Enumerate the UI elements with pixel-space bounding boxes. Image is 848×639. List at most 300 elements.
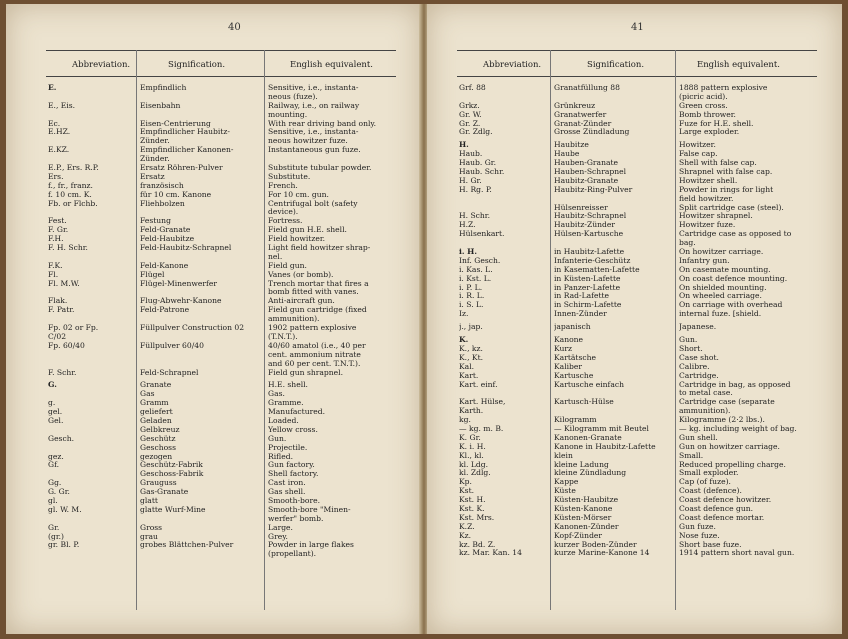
english-cell: Railway, i.e., on railway (268, 101, 360, 110)
english-cell: Gun. (679, 336, 698, 345)
signification-cell: Grosse Zündladung (554, 128, 630, 137)
abbreviation-cell: Kart. Hülse, (459, 398, 506, 407)
english-cell: ammunition). (679, 407, 731, 416)
abbreviation-cell: G. Gr. (48, 488, 70, 497)
signification-cell: Kilogramm (554, 416, 597, 425)
signification-cell: Ersatz Röhren-Pulver (140, 164, 223, 173)
english-cell: (T.N.T.). (268, 332, 298, 341)
english-cell: French. (268, 181, 298, 190)
abbreviation-cell: Karth. (459, 407, 484, 416)
table-row (457, 434, 817, 443)
abbreviation-cell: Inf. Gesch. (459, 256, 501, 265)
table-row (457, 292, 817, 301)
english-cell: On shielded mounting. (679, 283, 767, 292)
table-row (457, 266, 817, 275)
english-cell: Large exploder. (679, 128, 740, 137)
abbreviation-cell: Ec. (48, 119, 61, 128)
english-cell: Kilogramme (2·2 lbs.). (679, 416, 765, 425)
signification-cell: Grünkreuz (554, 101, 596, 110)
signification-cell: Kopf-Zünder (554, 531, 603, 540)
signification-cell: Zünder. (140, 137, 170, 146)
header-signification: Signification. (168, 60, 226, 70)
table-row (46, 164, 396, 173)
table-row (457, 345, 817, 354)
signification-cell: kleine Ladung (554, 460, 609, 469)
signification-cell: Fliehbolzen (140, 199, 185, 208)
signification-cell: Gramm (140, 399, 169, 408)
abbreviation-cell: F. Gr. (48, 226, 69, 235)
signification-cell: Feld-Granate (140, 226, 191, 235)
table-row (457, 425, 817, 434)
signification-cell: Geladen (140, 416, 172, 425)
abbreviation-cell: kz. Mar. Kan. 14 (459, 549, 522, 558)
english-cell: Howitzer shell. (679, 176, 738, 185)
signification-cell: Küsten-Haubitze (554, 496, 619, 505)
abbreviation-cell: i. S. L. (459, 301, 484, 310)
english-cell: Nose fuze. (679, 531, 720, 540)
signification-cell: Feld-Haubitz-Schrapnel (140, 244, 232, 253)
table-row (457, 549, 817, 558)
signification-cell: glatte Wurf-Mine (140, 505, 206, 514)
signification-cell: Hülsenreisser (554, 203, 608, 212)
signification-cell: Gross (140, 523, 163, 532)
table-row (46, 146, 396, 155)
signification-cell: Feld-Kanone (140, 261, 189, 270)
table-row (457, 186, 817, 195)
signification-cell: Eisen-Centrierung (140, 119, 211, 128)
signification-cell: Gelbkreuz (140, 425, 180, 434)
english-cell: Substitute. (268, 172, 311, 181)
abbreviation-cell: Gr. (48, 523, 60, 532)
english-cell: Small. (679, 451, 704, 460)
english-cell: Cast iron. (268, 479, 306, 488)
table-row (46, 262, 396, 271)
table-row (46, 444, 396, 453)
table-row (46, 120, 396, 129)
english-cell: Cartridge case (separate (679, 398, 775, 407)
english-cell: Calibre. (679, 362, 710, 371)
table-row (457, 275, 817, 284)
table-row (46, 360, 396, 369)
table-row (457, 514, 817, 523)
english-cell: bag. (679, 239, 696, 248)
english-cell: werfer" bomb. (268, 514, 324, 523)
table-row (457, 150, 817, 159)
abbreviation-cell: Gf. (48, 461, 60, 470)
english-cell: Case shot. (679, 353, 719, 362)
signification-cell: — Kilogramm mit Beutel (554, 424, 649, 433)
english-cell: Coast defence gun. (679, 504, 754, 513)
abbreviation-cell: Gr. Zdlg. (459, 128, 493, 137)
english-cell: Large. (268, 523, 293, 532)
abbreviation-cell: F. Schr. (48, 368, 77, 377)
english-cell: Projectile. (268, 443, 308, 452)
abbreviation-cell: kl. Ldg. (459, 460, 489, 469)
table-row (46, 479, 396, 488)
english-cell: Coast defence mortar. (679, 513, 765, 522)
english-cell: Instantaneous gun fuze. (268, 146, 361, 155)
english-cell: Field gun H.E. shell. (268, 226, 347, 235)
abbreviation-cell: K., Kt. (459, 353, 484, 362)
english-cell: Gun fuze. (679, 522, 716, 531)
table-row (46, 155, 396, 164)
header-bottom-rule (46, 76, 396, 77)
table-row (457, 120, 817, 129)
table-row (46, 533, 396, 542)
table-row (457, 230, 817, 239)
english-cell: internal fuze. [shield. (679, 310, 762, 319)
table-row (457, 84, 817, 93)
english-cell: On howitzer carriage. (679, 248, 764, 257)
english-cell: 1888 pattern explosive (679, 84, 768, 92)
abbreviation-cell: F.K. (48, 261, 63, 270)
english-cell: Field howitzer. (268, 235, 326, 244)
table-row (46, 271, 396, 280)
signification-cell: französisch (140, 181, 184, 190)
signification-cell: glatt (140, 496, 158, 505)
abbreviation-cell: Kp. (459, 478, 472, 487)
table-row (457, 389, 817, 398)
table-row (46, 524, 396, 533)
abbreviation-cell: E.HZ. (48, 128, 71, 137)
table-row (46, 226, 396, 235)
english-cell: Powder in rings for light (679, 185, 774, 194)
table-row (46, 84, 396, 93)
table-row (457, 523, 817, 532)
header-bottom-rule (457, 76, 817, 77)
english-cell: Split cartridge case (steel). (679, 203, 784, 212)
signification-cell: klein (554, 451, 573, 460)
table-row (457, 354, 817, 363)
table-row (46, 497, 396, 506)
signification-cell: Haubitz-Zünder (554, 221, 615, 230)
table-row (46, 200, 396, 209)
table-row (46, 381, 396, 390)
signification-cell: geliefert (140, 408, 173, 417)
abbreviation-table (46, 84, 396, 559)
table-row (457, 141, 817, 150)
english-cell: On casemate mounting. (679, 265, 771, 274)
table-row (457, 301, 817, 310)
signification-cell: Hülsen-Kartusche (554, 230, 624, 239)
signification-cell: grau (140, 532, 158, 541)
english-cell: On carriage with overhead (679, 301, 783, 310)
english-cell: Sensitive, i.e., instanta- (268, 128, 359, 137)
english-cell: Reduced propelling charge. (679, 460, 786, 469)
abbreviation-cell: kl. Zdlg. (459, 469, 491, 478)
english-cell: cent. ammonium nitrate (268, 350, 361, 359)
table-row (457, 257, 817, 266)
abbreviation-cell: E. (48, 84, 57, 92)
table-row (457, 239, 817, 248)
abbreviation-cell: Gr. Z. (459, 119, 481, 128)
signification-cell: Geschoss (140, 443, 176, 452)
english-cell: For 10 cm. gun. (268, 190, 329, 199)
table-row (457, 323, 817, 332)
signification-cell: Flug-Abwehr-Kanone (140, 297, 222, 306)
signification-cell: in Haubitz-Lafette (554, 248, 625, 257)
abbreviation-cell: Kal. (459, 362, 475, 371)
signification-cell: Flügel-Minenwerfer (140, 279, 217, 288)
english-cell: device). (268, 208, 299, 217)
english-cell: Shell with false cap. (679, 159, 757, 168)
english-cell: Field gun cartridge (fixed (268, 306, 367, 315)
table-row (46, 369, 396, 378)
table-row (46, 550, 396, 559)
signification-cell: in Panzer-Lafette (554, 283, 621, 292)
signification-cell: Gas (140, 390, 155, 399)
abbreviation-cell: (gr.) (48, 532, 64, 541)
abbreviation-cell: Ers. (48, 172, 64, 181)
abbreviation-cell: Kart. einf. (459, 380, 498, 389)
abbreviation-cell: E., Eis. (48, 101, 76, 110)
abbreviation-cell: kz. Bd. Z. (459, 540, 496, 549)
english-cell: Smooth-bore "Minen- (268, 505, 351, 514)
abbreviation-cell: K.Z. (459, 522, 475, 531)
table-row (457, 541, 817, 550)
english-cell: Japanese. (679, 323, 717, 332)
table-row (457, 496, 817, 505)
signification-cell: Kurz (554, 344, 573, 353)
table-row (457, 93, 817, 102)
abbreviation-cell: i. H. (459, 248, 477, 257)
signification-cell: Feld-Haubitze (140, 235, 195, 244)
table-row (46, 253, 396, 262)
english-cell: Rifled. (268, 452, 293, 461)
table-row (457, 159, 817, 168)
signification-cell: Zünder. (140, 155, 170, 164)
abbreviation-cell: K. Gr. (459, 433, 481, 442)
signification-cell: Granate (140, 381, 172, 390)
abbreviation-cell: F. Patr. (48, 306, 75, 315)
table-row (457, 372, 817, 381)
right-page (427, 4, 842, 634)
signification-cell: Empfindlicher Haubitz- (140, 128, 230, 137)
english-cell: Gun on howitzer carriage. (679, 442, 780, 451)
abbreviation-cell: i. Kst. L. (459, 274, 492, 283)
english-cell: ammunition). (268, 315, 320, 324)
english-cell: (picric acid). (679, 92, 728, 101)
header-top-rule (46, 50, 396, 51)
table-row (46, 111, 396, 120)
english-cell: Grey. (268, 532, 288, 541)
abbreviation-cell: H.Z. (459, 221, 476, 230)
english-cell: Coast (defence). (679, 487, 742, 496)
signification-cell: grobes Blättchen-Pulver (140, 541, 234, 550)
abbreviation-cell: Fb. or Flchb. (48, 199, 98, 208)
signification-cell: Granatfüllung 88 (554, 84, 620, 92)
english-cell: Vanes (or bomb). (268, 270, 334, 279)
signification-cell: Küste (554, 487, 576, 496)
table-row (46, 182, 396, 191)
signification-cell: Geschoss-Fabrik (140, 470, 204, 479)
abbreviation-cell: Kst. (459, 487, 475, 496)
header-top-rule (457, 50, 817, 51)
signification-cell: Haubitz-Schrapnel (554, 212, 627, 221)
signification-cell: Innen-Zünder (554, 310, 607, 319)
table-row (46, 173, 396, 182)
signification-cell: Haubitze (554, 141, 589, 150)
signification-cell: Hauben-Granate (554, 159, 619, 168)
abbreviation-cell: K., kz. (459, 344, 483, 353)
signification-cell: Haubitz-Ring-Pulver (554, 185, 633, 194)
english-cell: neous howitzer fuze. (268, 137, 348, 146)
table-row (46, 342, 396, 351)
table-row (46, 506, 396, 515)
table-row (457, 336, 817, 345)
table-row (46, 333, 396, 342)
english-cell: Gas shell. (268, 488, 306, 497)
abbreviation-cell: — kg. m. B. (459, 424, 504, 433)
table-row (457, 381, 817, 390)
signification-cell: Gas-Granate (140, 488, 189, 497)
signification-cell: Geschütz (140, 434, 176, 443)
page-number: 41 (631, 22, 644, 33)
table-row (46, 426, 396, 435)
abbreviation-cell: F.H. (48, 235, 64, 244)
english-cell: Centrifugal bolt (safety (268, 199, 358, 208)
english-cell: Green cross. (679, 101, 728, 110)
english-cell: Loaded. (268, 416, 299, 425)
abbreviation-cell: E.P., Ers. R.P. (48, 164, 99, 173)
english-cell: Shell factory. (268, 470, 319, 479)
table-row (46, 288, 396, 297)
abbreviation-cell: Gesch. (48, 434, 75, 443)
table-row (46, 351, 396, 360)
table-row (457, 363, 817, 372)
signification-cell: Hauben-Schrapnel (554, 168, 627, 177)
english-cell: Howitzer. (679, 141, 716, 150)
signification-cell: Füllpulver 60/40 (140, 341, 204, 350)
table-row (46, 315, 396, 324)
signification-cell: Küsten-Kanone (554, 504, 613, 513)
signification-cell: Granatwerfer (554, 110, 607, 119)
table-row (46, 235, 396, 244)
abbreviation-cell: Fp. 60/40 (48, 341, 85, 350)
table-row (457, 221, 817, 230)
table-row (46, 515, 396, 524)
table-row (46, 217, 396, 226)
abbreviation-cell: Gr. W. (459, 110, 482, 119)
abbreviation-cell: i. Kas. L. (459, 265, 493, 274)
header-english: English equivalent. (290, 60, 373, 70)
table-row (457, 532, 817, 541)
abbreviation-cell: Kst. Mrs. (459, 513, 495, 522)
header-abbreviation: Abbreviation. (483, 60, 542, 70)
abbreviation-cell: F. H. Schr. (48, 244, 88, 253)
signification-cell: Haubitz-Granate (554, 176, 619, 185)
english-cell: Trench mortar that fires a (268, 279, 369, 288)
abbreviation-cell: H. (459, 141, 469, 150)
english-cell: On wheeled carriage. (679, 292, 762, 301)
signification-cell: Feld-Patrone (140, 306, 190, 315)
abbreviation-cell: gl. W. M. (48, 505, 82, 514)
english-cell: With rear driving band only. (268, 119, 377, 128)
english-cell: Field gun. (268, 261, 307, 270)
table-row (457, 398, 817, 407)
abbreviation-cell: H. Rg. P. (459, 185, 492, 194)
abbreviation-cell: Gel. (48, 416, 64, 425)
table-row (457, 505, 817, 514)
table-row (46, 102, 396, 111)
english-cell: Cartridge in bag, as opposed (679, 380, 791, 389)
table-row (457, 310, 817, 319)
signification-cell: gezogen (140, 452, 173, 461)
signification-cell: Empfindlicher Kanonen- (140, 146, 234, 155)
table-row (457, 212, 817, 221)
english-cell: 1914 pattern short naval gun. (679, 549, 795, 558)
abbreviation-cell: kg. (459, 416, 471, 425)
abbreviation-cell: Grf. 88 (459, 84, 486, 92)
abbreviation-cell: G. (48, 381, 57, 390)
table-row (457, 248, 817, 257)
signification-cell: Infanterie-Geschütz (554, 256, 631, 265)
english-cell: mounting. (268, 110, 308, 119)
abbreviation-cell: H. Gr. (459, 176, 482, 185)
english-cell: Short. (679, 344, 703, 353)
table-row (457, 443, 817, 452)
table-row (46, 93, 396, 102)
abbreviation-cell: Gg. (48, 479, 62, 488)
signification-cell: Geschütz-Fabrik (140, 461, 203, 470)
abbreviation-cell: f., fr., franz. (48, 181, 93, 190)
english-cell: Gun. (268, 434, 287, 443)
table-row (46, 390, 396, 399)
english-cell: Substitute tubular powder. (268, 164, 372, 173)
english-cell: and 60 per cent. T.N.T.). (268, 359, 361, 368)
abbreviation-cell: g. (48, 399, 56, 408)
table-row (46, 470, 396, 479)
table-row (457, 407, 817, 416)
table-row (46, 280, 396, 289)
english-cell: Cartridge case as opposed to (679, 230, 792, 239)
english-cell: 1902 pattern explosive (268, 324, 357, 333)
signification-cell: Kartusche einfach (554, 380, 625, 389)
abbreviation-cell: Hülsenkart. (459, 230, 505, 239)
abbreviation-cell: K. i. H. (459, 442, 486, 451)
signification-cell: Grauguss (140, 479, 177, 488)
abbreviation-cell: Kart. (459, 371, 479, 380)
signification-cell: in Kasematten-Lafette (554, 265, 640, 274)
abbreviation-cell: j., jap. (459, 323, 483, 332)
table-row (457, 102, 817, 111)
table-row (457, 111, 817, 120)
english-cell: Anti-aircraft gun. (268, 297, 335, 306)
signification-cell: japanisch (554, 323, 591, 332)
table-row (457, 177, 817, 186)
signification-cell: Kanonen-Granate (554, 433, 622, 442)
signification-cell: Ersatz (140, 172, 165, 181)
table-row (46, 399, 396, 408)
abbreviation-cell: gel. (48, 408, 63, 417)
abbreviation-cell: Fl. M.W. (48, 279, 80, 288)
abbreviation-cell: f. 10 cm. K. (48, 190, 92, 199)
table-row (46, 128, 396, 137)
signification-cell: Empfindlich (140, 84, 187, 92)
abbreviation-cell: C/02 (48, 332, 67, 341)
table-row (457, 478, 817, 487)
english-cell: H.E. shell. (268, 381, 308, 390)
table-row (46, 191, 396, 200)
signification-cell: Kaliber (554, 362, 583, 371)
table-row (46, 461, 396, 470)
abbreviation-cell: i. R. L. (459, 292, 485, 301)
table-row (46, 244, 396, 253)
table-row (46, 453, 396, 462)
english-cell: bomb fitted with vanes. (268, 288, 359, 297)
signification-cell: kurzer Boden-Zünder (554, 540, 637, 549)
signification-cell: kurze Marine-Kanone 14 (554, 549, 650, 558)
